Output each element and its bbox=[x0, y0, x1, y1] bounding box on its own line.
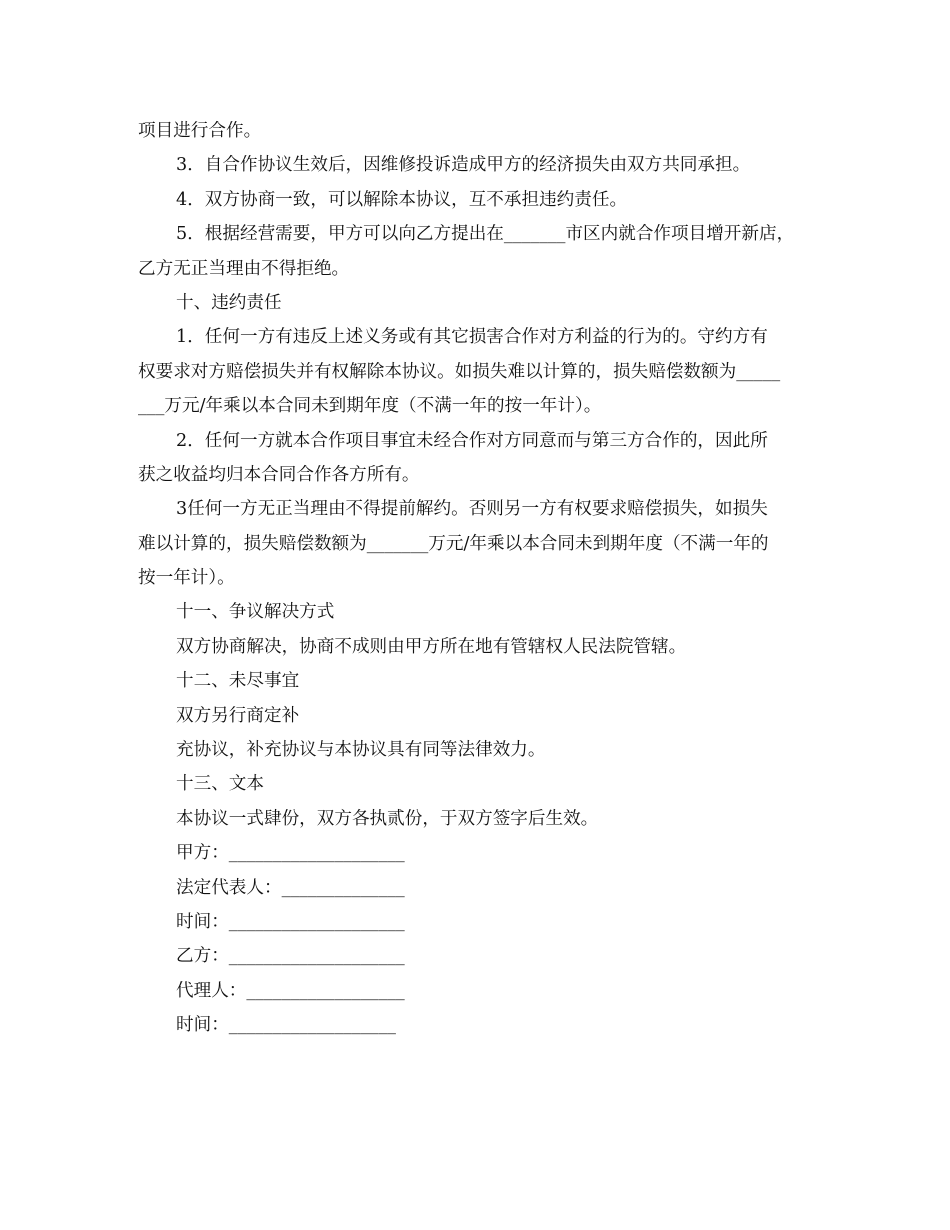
document-body bbox=[138, 114, 818, 1043]
document-line: 乙方：____________________ bbox=[176, 946, 405, 967]
document-line: 权要求对方赔偿损失并有权解除本协议。如损失难以计算的，损失赔偿数额为_____ bbox=[138, 361, 781, 382]
document-line: 时间：____________________ bbox=[176, 911, 405, 932]
document-line: 十、违约责任 bbox=[176, 292, 282, 313]
document-line: ___万元/年乘以本合同未到期年度（不满一年的按一年计）。 bbox=[138, 396, 602, 417]
document-line: 项目进行合作。 bbox=[138, 121, 262, 141]
document-line: 十二、未尽事宜 bbox=[176, 671, 300, 692]
document-line: 4．双方协商一致，可以解除本协议，互不承担违约责任。 bbox=[176, 189, 628, 210]
document-line: 获之收益均归本合同合作各方所有。 bbox=[138, 464, 420, 485]
document-line: 3任何一方无正当理由不得提前解约。否则另一方有权要求赔偿损失，如损失 bbox=[176, 499, 768, 520]
document-line: 本协议一式肆份，双方各执贰份，于双方签字后生效。 bbox=[176, 808, 599, 829]
document-line: 代理人：__________________ bbox=[176, 980, 405, 1001]
document-line: 按一年计）。 bbox=[138, 568, 235, 589]
document-line: 2．任何一方就本合作项目事宜未经合作对方同意而与第三方合作的，因此所 bbox=[176, 430, 768, 451]
document-line: 难以计算的，损失赔偿数额为_______万元/年乘以本合同未到期年度（不满一年的 bbox=[138, 533, 769, 554]
document-line: 甲方：____________________ bbox=[176, 843, 405, 864]
document-line: 双方另行商定补 bbox=[176, 705, 300, 726]
document-line: 时间：___________________ bbox=[176, 1015, 396, 1036]
document-line: 十一、争议解决方式 bbox=[176, 602, 335, 623]
document-line: 3．自合作协议生效后，因维修投诉造成甲方的经济损失由双方共同承担。 bbox=[176, 155, 751, 176]
document-line: 充协议，补充协议与本协议具有同等法律效力。 bbox=[176, 740, 546, 761]
document-line: 5．根据经营需要，甲方可以向乙方提出在_______市区内就合作项目增开新店， bbox=[176, 224, 795, 245]
document-line: 法定代表人：______________ bbox=[176, 877, 405, 898]
document-line: 双方协商解决，协商不成则由甲方所在地有管辖权人民法院管辖。 bbox=[176, 636, 687, 657]
document-line: 乙方无正当理由不得拒绝。 bbox=[138, 258, 350, 279]
document-line: 十三、文本 bbox=[176, 774, 264, 795]
document-line: 1．任何一方有违反上述义务或有其它损害合作对方利益的行为的。守约方有 bbox=[176, 327, 768, 348]
